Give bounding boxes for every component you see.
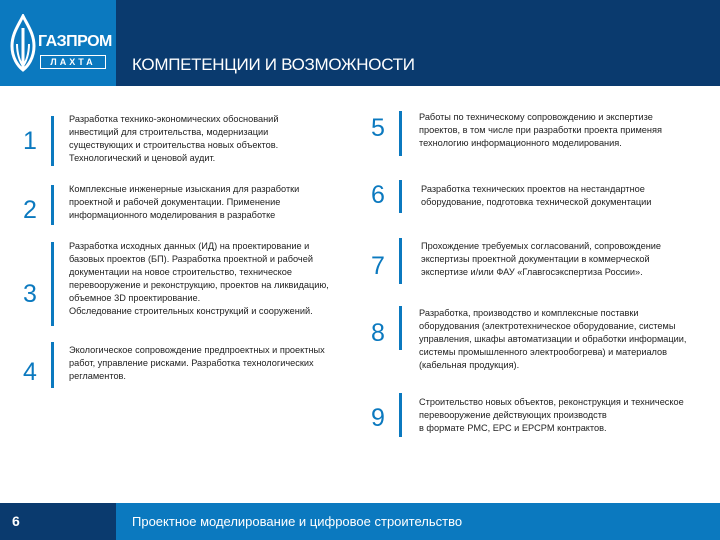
item-text-1: Разработка технико-экономических обоснований инвестиций для строительства, модернизации существующих и строительства новых объектов. Технологический и ценовой аудит. (69, 114, 279, 163)
item-number-8: 8 (371, 319, 385, 347)
item-number-2: 2 (23, 196, 37, 224)
logo-name: ГАЗПРОМ (38, 33, 112, 50)
company-logo (0, 0, 116, 86)
item-divider-2 (51, 185, 54, 225)
item-number-6: 6 (371, 181, 385, 209)
header-bar (0, 0, 720, 86)
item-divider-6 (399, 180, 402, 213)
item-divider-7 (399, 238, 402, 284)
item-text-7: Прохождение требуемых согласований, сопровождение экспертизы проектной документации в коммерческой экспертизе и/или ФАУ «Главгосэкспертиза России». (421, 241, 662, 277)
page-title: КОМПЕТЕНЦИИ И ВОЗМОЖНОСТИ (132, 55, 415, 74)
item-number-3: 3 (23, 280, 37, 308)
item-text-5: Работы по техническому сопровождению и экспертизе проектов, в том числе при разработки проекта применяя технологию информационного моделирования. (419, 112, 662, 148)
footer-caption: Проектное моделирование и цифровое строительство (132, 514, 463, 529)
item-number-1: 1 (23, 127, 37, 155)
item-divider-9 (399, 393, 402, 437)
item-divider-8 (399, 306, 402, 350)
item-number-9: 9 (371, 404, 385, 432)
item-text-6: Разработка технических проектов на нестандартное оборудование, подготовка технической документации (421, 184, 652, 207)
item-text-2: Комплексные инженерные изыскания для разработки проектной и рабочей документации. Применение информационного моделирования в разработке (69, 184, 300, 220)
item-text-9: Строительство новых объектов, реконструкция и техническое перевооружение действующих производств в формате PMC, EPC и EPCPM контрактов. (419, 397, 684, 433)
item-divider-1 (51, 116, 54, 166)
item-divider-4 (51, 342, 54, 388)
item-text-4: Экологическое сопровождение предпроектных и проектных работ, управление рисками. Разработка технологических регламентов. (69, 345, 325, 381)
footer-bar (0, 503, 720, 540)
footer-page-box (0, 503, 116, 540)
item-divider-5 (399, 111, 402, 156)
logo-subtitle: ЛАХТА (50, 57, 96, 67)
item-divider-3 (51, 242, 54, 326)
item-text-3: Разработка исходных данных (ИД) на проектирование и базовых проектов (БП). Разработка проектной и рабочей документации на новое строительство, техническое перевооружение и реконструкцию, проектов на ликвидацию, объемное 3D проектирование. Обследование строительных конструкций и сооружений. (69, 241, 329, 316)
item-number-5: 5 (371, 114, 385, 142)
logo-sub-frame (40, 55, 106, 69)
gazprom-flame-icon (8, 14, 38, 72)
item-number-7: 7 (371, 252, 385, 280)
item-number-4: 4 (23, 358, 37, 386)
item-text-8: Разработка, производство и комплексные поставки оборудования (электротехническое оборудование, системы управления, шкафы автоматизации и обработки информации, системы промышленного электрообогрева) и материалов (кабельная продукция). (419, 308, 687, 370)
page-number: 6 (12, 513, 20, 529)
